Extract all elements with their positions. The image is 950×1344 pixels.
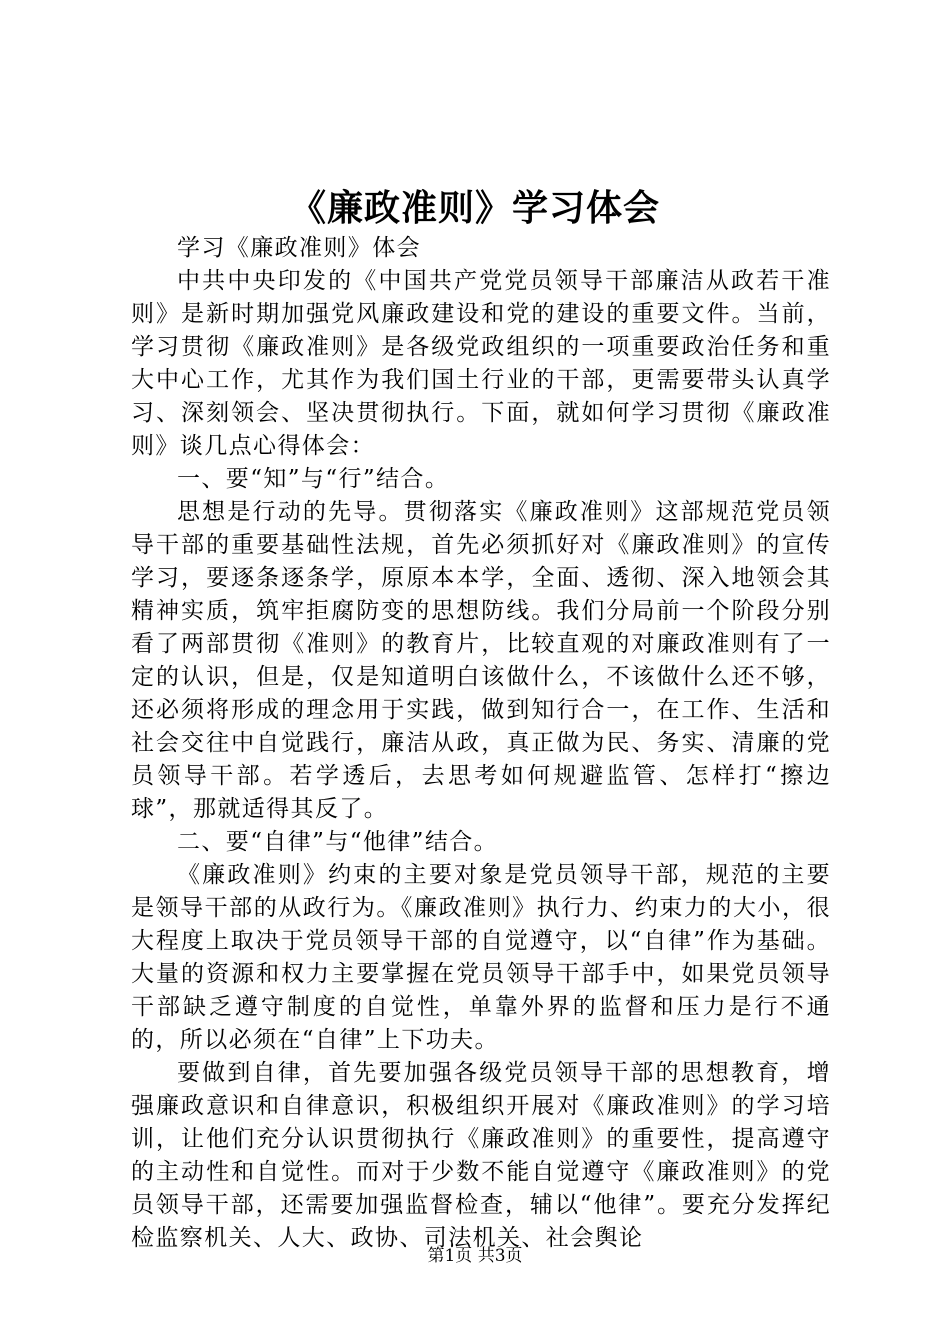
section-heading-2: 二、要“自律”与“他律”结合。	[177, 829, 499, 855]
paragraph-section-2a: 《廉政准则》约束的主要对象是党员领导干部，规范的主要是领导干部的从政行为。《廉政准则》执行力、约束力的大小，很大程度上取决于党员领导干部的自觉遵守，以“自律”作为基础。大量的资源和权力主要掌握在党员领导干部手中，如果党员领导干部缺乏遵守制度的自觉性，单靠外界的监督和压力是行不通的，所以必须在“自律”上下功夫。	[131, 862, 831, 1053]
paragraph-section-2b: 要做到自律，首先要加强各级党员领导干部的思想教育，增强廉政意识和自律意识，积极组织开展对《廉政准则》的学习培训，让他们充分认识贯彻执行《廉政准则》的重要性，提高遵守的主动性和自觉性。而对于少数不能自觉遵守《廉政准则》的党员领导干部，还需要加强监督检查，辅以“他律”。要充分发挥纪检监察机关、人大、政协、司法机关、社会舆论	[131, 1060, 831, 1251]
document-body	[131, 232, 831, 1255]
paragraph-subtitle: 学习《廉政准则》体会	[177, 235, 421, 261]
paragraph-section-1: 思想是行动的先导。贯彻落实《廉政准则》这部规范党员领导干部的重要基础性法规，首先必须抓好对《廉政准则》的宣传学习，要逐条逐条学，原原本本学，全面、透彻、深入地领会其精神实质，筑牢拒腐防变的思想防线。我们分局前一个阶段分别看了两部贯彻《准则》的教育片，比较直观的对廉政准则有了一定的认识，但是，仅是知道明白该做什么，不该做什么还不够，还必须将形成的理念用于实践，做到知行合一，在工作、生活和社会交往中自觉践行，廉洁从政，真正做为民、务实、清廉的党员领导干部。若学透后，去思考如何规避监管、怎样打“擦边球”，那就适得其反了。	[131, 499, 831, 822]
section-heading-1: 一、要“知”与“行”结合。	[177, 466, 450, 492]
page-footer: 第1页 共3页	[427, 1246, 523, 1266]
document-title: 《廉政准则》学习体会	[289, 187, 660, 229]
paragraph-intro: 中共中央印发的《中国共产党党员领导干部廉洁从政若干准则》是新时期加强党风廉政建设和党的建设的重要文件。当前，学习贯彻《廉政准则》是各级党政组织的一项重要政治任务和重大中心工作，尤其作为我们国土行业的干部，更需要带头认真学习、深刻领会、坚决贯彻执行。下面，就如何学习贯彻《廉政准则》谈几点心得体会：	[131, 268, 831, 459]
